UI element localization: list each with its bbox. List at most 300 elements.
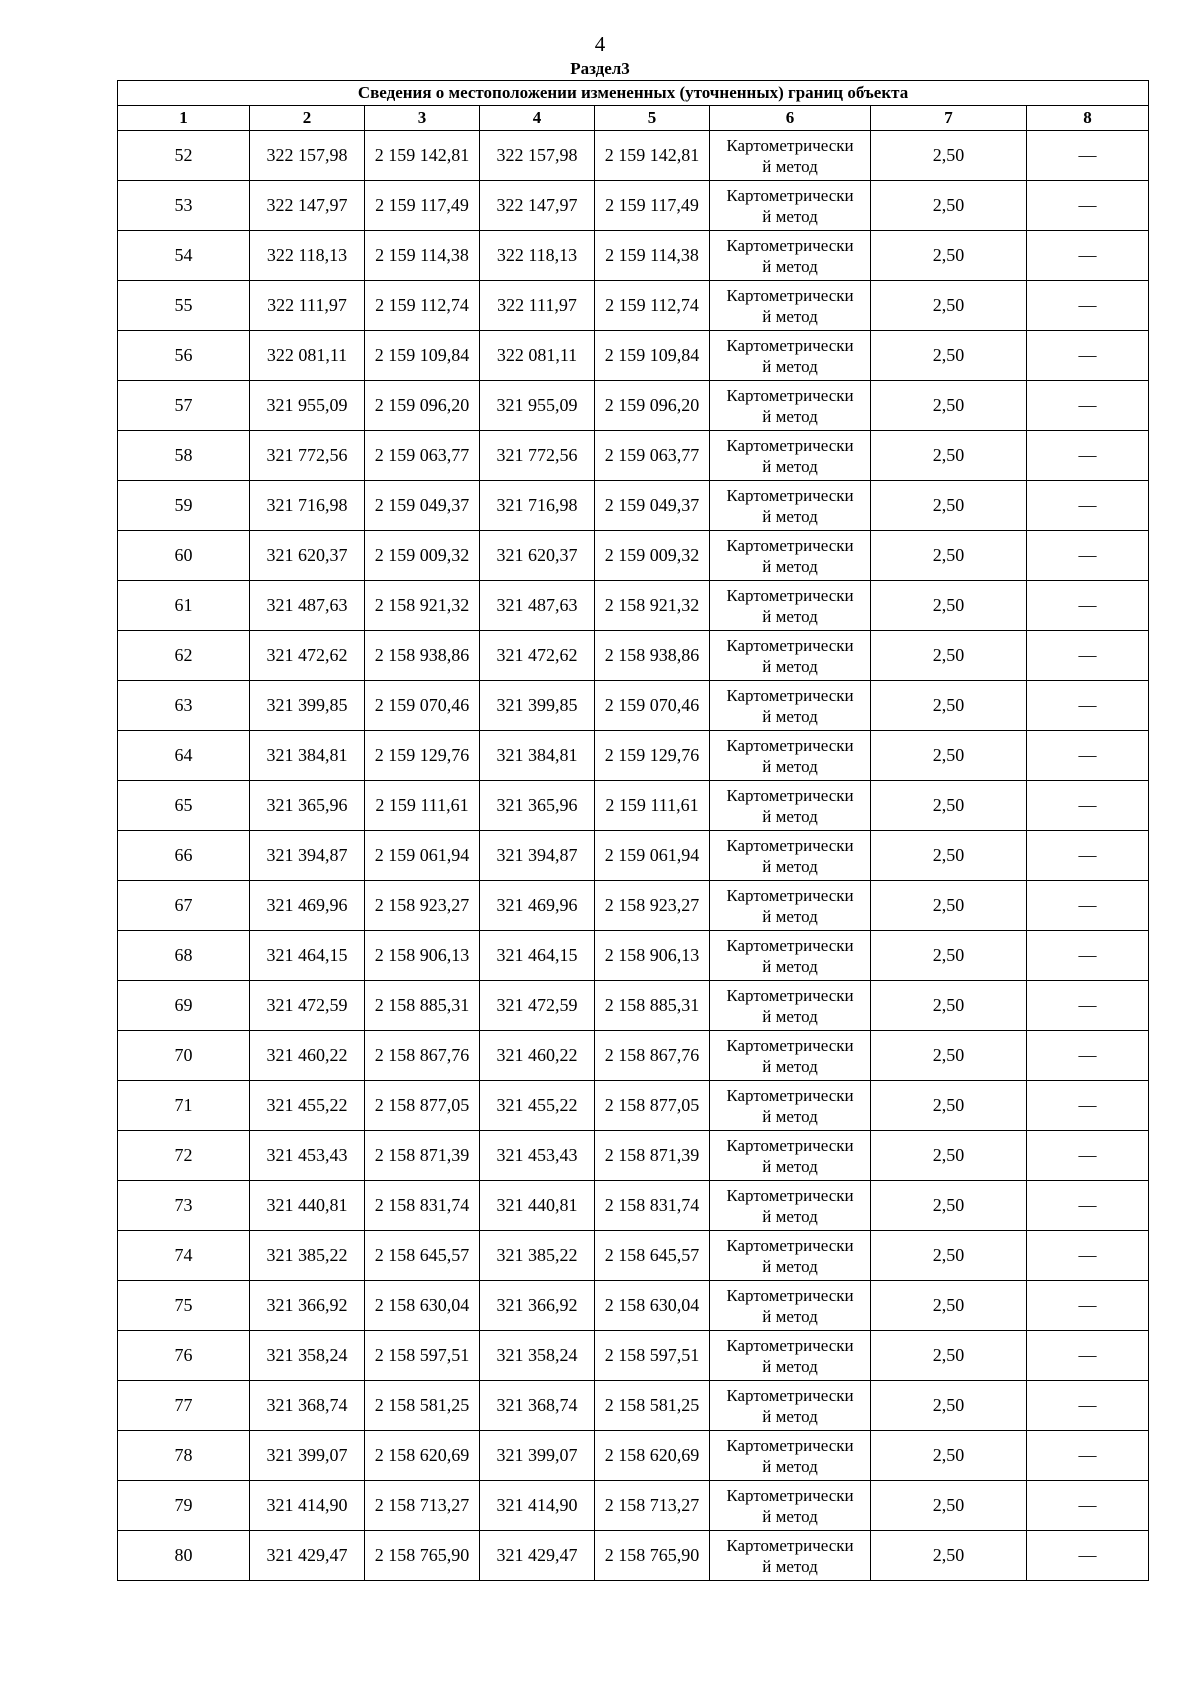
table-row [118,1131,1149,1181]
cell-x-new: 321 487,63 [480,581,595,631]
cell-point-number: 58 [118,431,250,481]
cell-point-number: 77 [118,1381,250,1431]
cell-y-new: 2 159 009,32 [595,531,710,581]
cell-y-old: 2 158 921,32 [365,581,480,631]
table-row [118,581,1149,631]
cell-note: — [1027,1281,1149,1331]
method-line-1: Картометрически [726,735,854,755]
cell-method [710,381,871,431]
method-line-1: Картометрически [726,1485,854,1505]
cell-point-number: 62 [118,631,250,681]
cell-method [710,531,871,581]
cell-y-new: 2 159 112,74 [595,281,710,331]
cell-x-new: 321 772,56 [480,431,595,481]
cell-x-old: 321 429,47 [250,1531,365,1581]
table-row [118,1331,1149,1381]
cell-note: — [1027,731,1149,781]
table-row [118,1231,1149,1281]
cell-note: — [1027,1131,1149,1181]
cell-x-new: 321 620,37 [480,531,595,581]
cell-point-number: 52 [118,131,250,181]
table-row [118,1281,1149,1331]
table-caption: Сведения о местоположении измененных (уточненных) границ объекта [118,81,1149,106]
cell-x-new: 321 440,81 [480,1181,595,1231]
cell-accuracy: 2,50 [871,1481,1027,1531]
method-line-2: й метод [762,806,818,826]
method-line-2: й метод [762,606,818,626]
cell-y-new: 2 159 129,76 [595,731,710,781]
cell-accuracy: 2,50 [871,681,1027,731]
cell-accuracy: 2,50 [871,331,1027,381]
cell-x-new: 321 384,81 [480,731,595,781]
table-caption-row [118,81,1149,106]
cell-note: — [1027,781,1149,831]
cell-point-number: 75 [118,1281,250,1331]
cell-method [710,1481,871,1531]
cell-x-old: 322 157,98 [250,131,365,181]
cell-x-old: 322 111,97 [250,281,365,331]
cell-method [710,1381,871,1431]
table-row [118,431,1149,481]
cell-y-new: 2 159 114,38 [595,231,710,281]
cell-y-new: 2 158 906,13 [595,931,710,981]
method-line-2: й метод [762,656,818,676]
cell-accuracy: 2,50 [871,831,1027,881]
method-line-1: Картометрически [726,635,854,655]
column-number: 7 [871,106,1027,131]
cell-x-new: 321 472,62 [480,631,595,681]
cell-point-number: 73 [118,1181,250,1231]
cell-point-number: 67 [118,881,250,931]
cell-point-number: 60 [118,531,250,581]
cell-note: — [1027,1381,1149,1431]
method-line-1: Картометрически [726,1135,854,1155]
cell-method [710,1331,871,1381]
cell-method [710,981,871,1031]
cell-note: — [1027,831,1149,881]
method-line-2: й метод [762,1556,818,1576]
cell-point-number: 76 [118,1331,250,1381]
column-number: 3 [365,106,480,131]
cell-y-new: 2 158 923,27 [595,881,710,931]
cell-x-new: 321 469,96 [480,881,595,931]
method-line-2: й метод [762,1306,818,1326]
cell-accuracy: 2,50 [871,1081,1027,1131]
cell-x-old: 321 384,81 [250,731,365,781]
cell-y-old: 2 159 063,77 [365,431,480,481]
method-line-1: Картометрически [726,835,854,855]
cell-accuracy: 2,50 [871,1431,1027,1481]
cell-y-old: 2 159 049,37 [365,481,480,531]
cell-note: — [1027,681,1149,731]
cell-y-new: 2 158 581,25 [595,1381,710,1431]
cell-x-new: 321 394,87 [480,831,595,881]
cell-x-old: 321 368,74 [250,1381,365,1431]
cell-y-new: 2 159 070,46 [595,681,710,731]
method-line-2: й метод [762,756,818,776]
table-row [118,831,1149,881]
cell-method [710,1281,871,1331]
method-line-2: й метод [762,1406,818,1426]
cell-y-old: 2 158 765,90 [365,1531,480,1581]
cell-x-old: 321 460,22 [250,1031,365,1081]
cell-method [710,931,871,981]
cell-accuracy: 2,50 [871,131,1027,181]
cell-y-old: 2 159 096,20 [365,381,480,431]
method-line-1: Картометрически [726,1185,854,1205]
method-line-1: Картометрически [726,1285,854,1305]
cell-point-number: 68 [118,931,250,981]
method-line-2: й метод [762,1256,818,1276]
cell-method [710,781,871,831]
method-line-1: Картометрически [726,135,854,155]
cell-x-new: 321 365,96 [480,781,595,831]
method-line-1: Картометрически [726,385,854,405]
cell-accuracy: 2,50 [871,431,1027,481]
cell-x-old: 321 620,37 [250,531,365,581]
cell-y-old: 2 159 111,61 [365,781,480,831]
cell-note: — [1027,231,1149,281]
method-line-1: Картометрически [726,1535,854,1555]
cell-note: — [1027,931,1149,981]
method-line-1: Картометрически [726,1385,854,1405]
cell-y-new: 2 158 620,69 [595,1431,710,1481]
method-line-1: Картометрически [726,485,854,505]
cell-point-number: 78 [118,1431,250,1481]
cell-y-new: 2 158 713,27 [595,1481,710,1531]
cell-x-old: 321 464,15 [250,931,365,981]
cell-x-new: 321 453,43 [480,1131,595,1181]
cell-point-number: 74 [118,1231,250,1281]
table-row [118,931,1149,981]
cell-x-new: 321 368,74 [480,1381,595,1431]
cell-y-new: 2 158 645,57 [595,1231,710,1281]
cell-accuracy: 2,50 [871,1031,1027,1081]
cell-y-new: 2 158 867,76 [595,1031,710,1081]
cell-y-old: 2 159 061,94 [365,831,480,881]
cell-note: — [1027,1231,1149,1281]
cell-x-new: 321 460,22 [480,1031,595,1081]
cell-method [710,1531,871,1581]
cell-method [710,831,871,881]
cell-x-old: 321 440,81 [250,1181,365,1231]
cell-x-old: 321 399,07 [250,1431,365,1481]
cell-y-old: 2 158 867,76 [365,1031,480,1081]
cell-x-new: 321 455,22 [480,1081,595,1131]
cell-method [710,431,871,481]
cell-x-old: 321 394,87 [250,831,365,881]
cell-y-old: 2 159 142,81 [365,131,480,181]
table-row [118,781,1149,831]
cell-method [710,181,871,231]
cell-x-old: 321 955,09 [250,381,365,431]
cell-point-number: 63 [118,681,250,731]
cell-note: — [1027,881,1149,931]
section-title: Раздел3 [570,59,630,78]
cell-point-number: 72 [118,1131,250,1181]
cell-x-old: 322 081,11 [250,331,365,381]
table-row [118,381,1149,431]
cell-y-old: 2 158 871,39 [365,1131,480,1181]
cell-x-new: 321 429,47 [480,1531,595,1581]
cell-accuracy: 2,50 [871,581,1027,631]
column-number: 4 [480,106,595,131]
cell-x-new: 322 147,97 [480,181,595,231]
cell-y-new: 2 159 096,20 [595,381,710,431]
method-line-1: Картометрически [726,1235,854,1255]
method-line-2: й метод [762,1356,818,1376]
method-line-1: Картометрически [726,585,854,605]
table-row [118,881,1149,931]
cell-method [710,331,871,381]
cell-y-old: 2 158 923,27 [365,881,480,931]
method-line-2: й метод [762,1506,818,1526]
cell-x-old: 321 487,63 [250,581,365,631]
cell-x-old: 322 147,97 [250,181,365,231]
table-row [118,1381,1149,1431]
cell-method [710,1431,871,1481]
cell-accuracy: 2,50 [871,1381,1027,1431]
cell-accuracy: 2,50 [871,1181,1027,1231]
cell-x-new: 321 399,07 [480,1431,595,1481]
cell-y-new: 2 158 877,05 [595,1081,710,1131]
cell-accuracy: 2,50 [871,981,1027,1031]
cell-point-number: 66 [118,831,250,881]
cell-method [710,631,871,681]
cell-x-new: 322 111,97 [480,281,595,331]
cell-y-new: 2 159 117,49 [595,181,710,231]
cell-point-number: 70 [118,1031,250,1081]
cell-x-old: 321 772,56 [250,431,365,481]
cell-note: — [1027,181,1149,231]
cell-point-number: 54 [118,231,250,281]
cell-note: — [1027,531,1149,581]
table-row [118,131,1149,181]
cell-method [710,1081,871,1131]
cell-note: — [1027,1031,1149,1081]
method-line-1: Картометрически [726,1435,854,1455]
cell-y-old: 2 158 597,51 [365,1331,480,1381]
column-number: 5 [595,106,710,131]
cell-note: — [1027,481,1149,531]
cell-accuracy: 2,50 [871,481,1027,531]
cell-x-new: 321 358,24 [480,1331,595,1381]
cell-x-old: 321 414,90 [250,1481,365,1531]
method-line-2: й метод [762,506,818,526]
cell-accuracy: 2,50 [871,731,1027,781]
column-number: 6 [710,106,871,131]
cell-x-old: 321 469,96 [250,881,365,931]
cell-accuracy: 2,50 [871,1281,1027,1331]
cell-accuracy: 2,50 [871,631,1027,681]
cell-y-new: 2 158 885,31 [595,981,710,1031]
cell-method [710,1181,871,1231]
cell-note: — [1027,131,1149,181]
method-line-2: й метод [762,706,818,726]
method-line-2: й метод [762,1056,818,1076]
cell-point-number: 80 [118,1531,250,1581]
cell-x-new: 321 472,59 [480,981,595,1031]
method-line-1: Картометрически [726,685,854,705]
table-row [118,281,1149,331]
cell-y-old: 2 158 630,04 [365,1281,480,1331]
cell-x-old: 321 716,98 [250,481,365,531]
cell-y-old: 2 159 009,32 [365,531,480,581]
table-row [118,1031,1149,1081]
column-number-row [118,106,1149,131]
cell-y-old: 2 158 831,74 [365,1181,480,1231]
cell-y-new: 2 158 597,51 [595,1331,710,1381]
cell-y-old: 2 159 129,76 [365,731,480,781]
cell-y-old: 2 158 906,13 [365,931,480,981]
column-number: 8 [1027,106,1149,131]
table-row [118,1531,1149,1581]
cell-y-new: 2 159 049,37 [595,481,710,531]
cell-y-new: 2 158 871,39 [595,1131,710,1181]
table-row [118,231,1149,281]
cell-note: — [1027,281,1149,331]
cell-point-number: 64 [118,731,250,781]
cell-method [710,581,871,631]
cell-y-new: 2 158 630,04 [595,1281,710,1331]
method-line-2: й метод [762,406,818,426]
method-line-1: Картометрически [726,535,854,555]
method-line-1: Картометрически [726,1085,854,1105]
cell-y-old: 2 158 581,25 [365,1381,480,1431]
table-row [118,181,1149,231]
method-line-2: й метод [762,1206,818,1226]
cell-y-new: 2 159 142,81 [595,131,710,181]
cell-x-old: 321 453,43 [250,1131,365,1181]
method-line-2: й метод [762,556,818,576]
cell-x-new: 322 081,11 [480,331,595,381]
table-row [118,981,1149,1031]
method-line-1: Картометрически [726,785,854,805]
cell-x-new: 322 157,98 [480,131,595,181]
cell-point-number: 61 [118,581,250,631]
method-line-1: Картометрически [726,1335,854,1355]
method-line-2: й метод [762,856,818,876]
cell-note: — [1027,1431,1149,1481]
cell-note: — [1027,431,1149,481]
cell-point-number: 53 [118,181,250,231]
page-number: 4 [594,32,606,56]
cell-accuracy: 2,50 [871,531,1027,581]
cell-x-old: 322 118,13 [250,231,365,281]
cell-note: — [1027,381,1149,431]
cell-point-number: 59 [118,481,250,531]
method-line-1: Картометрически [726,1035,854,1055]
table-row [118,631,1149,681]
cell-x-new: 321 414,90 [480,1481,595,1531]
method-line-1: Картометрически [726,185,854,205]
method-line-1: Картометрически [726,885,854,905]
cell-accuracy: 2,50 [871,281,1027,331]
cell-note: — [1027,331,1149,381]
method-line-2: й метод [762,356,818,376]
cell-accuracy: 2,50 [871,931,1027,981]
cell-x-new: 321 464,15 [480,931,595,981]
cell-y-new: 2 159 109,84 [595,331,710,381]
cell-accuracy: 2,50 [871,181,1027,231]
cell-accuracy: 2,50 [871,781,1027,831]
cell-y-new: 2 158 921,32 [595,581,710,631]
cell-method [710,131,871,181]
cell-x-new: 321 955,09 [480,381,595,431]
cell-method [710,1131,871,1181]
cell-x-new: 321 716,98 [480,481,595,531]
cell-x-old: 321 455,22 [250,1081,365,1131]
method-line-1: Картометрически [726,985,854,1005]
cell-method [710,231,871,281]
cell-x-old: 321 365,96 [250,781,365,831]
method-line-1: Картометрически [726,435,854,455]
cell-x-new: 321 366,92 [480,1281,595,1331]
cell-y-new: 2 158 831,74 [595,1181,710,1231]
method-line-2: й метод [762,956,818,976]
cell-point-number: 71 [118,1081,250,1131]
cell-x-new: 321 385,22 [480,1231,595,1281]
cell-y-old: 2 159 114,38 [365,231,480,281]
table-row [118,481,1149,531]
cell-y-old: 2 158 938,86 [365,631,480,681]
method-line-1: Картометрически [726,235,854,255]
cell-method [710,731,871,781]
table-row [118,681,1149,731]
cell-y-old: 2 159 109,84 [365,331,480,381]
cell-x-old: 321 385,22 [250,1231,365,1281]
cell-point-number: 57 [118,381,250,431]
cell-point-number: 69 [118,981,250,1031]
cell-y-old: 2 158 885,31 [365,981,480,1031]
cell-x-new: 321 399,85 [480,681,595,731]
method-line-1: Картометрически [726,285,854,305]
cell-y-old: 2 158 877,05 [365,1081,480,1131]
cell-method [710,681,871,731]
cell-y-new: 2 158 765,90 [595,1531,710,1581]
table-row [118,331,1149,381]
cell-method [710,881,871,931]
method-line-2: й метод [762,256,818,276]
table-row [118,531,1149,581]
cell-y-new: 2 159 063,77 [595,431,710,481]
cell-y-old: 2 158 620,69 [365,1431,480,1481]
cell-point-number: 56 [118,331,250,381]
cell-x-new: 322 118,13 [480,231,595,281]
cell-note: — [1027,631,1149,681]
cell-accuracy: 2,50 [871,231,1027,281]
column-number: 2 [250,106,365,131]
cell-note: — [1027,1081,1149,1131]
cell-note: — [1027,1531,1149,1581]
cell-point-number: 65 [118,781,250,831]
method-line-2: й метод [762,1456,818,1476]
column-number: 1 [118,106,250,131]
cell-x-old: 321 366,92 [250,1281,365,1331]
cell-x-old: 321 472,59 [250,981,365,1031]
cell-y-new: 2 158 938,86 [595,631,710,681]
method-line-2: й метод [762,1006,818,1026]
method-line-2: й метод [762,906,818,926]
method-line-1: Картометрически [726,335,854,355]
table-body [118,131,1149,1581]
cell-accuracy: 2,50 [871,1131,1027,1181]
table-row [118,1481,1149,1531]
cell-method [710,1031,871,1081]
cell-x-old: 321 399,85 [250,681,365,731]
cell-point-number: 79 [118,1481,250,1531]
method-line-2: й метод [762,156,818,176]
